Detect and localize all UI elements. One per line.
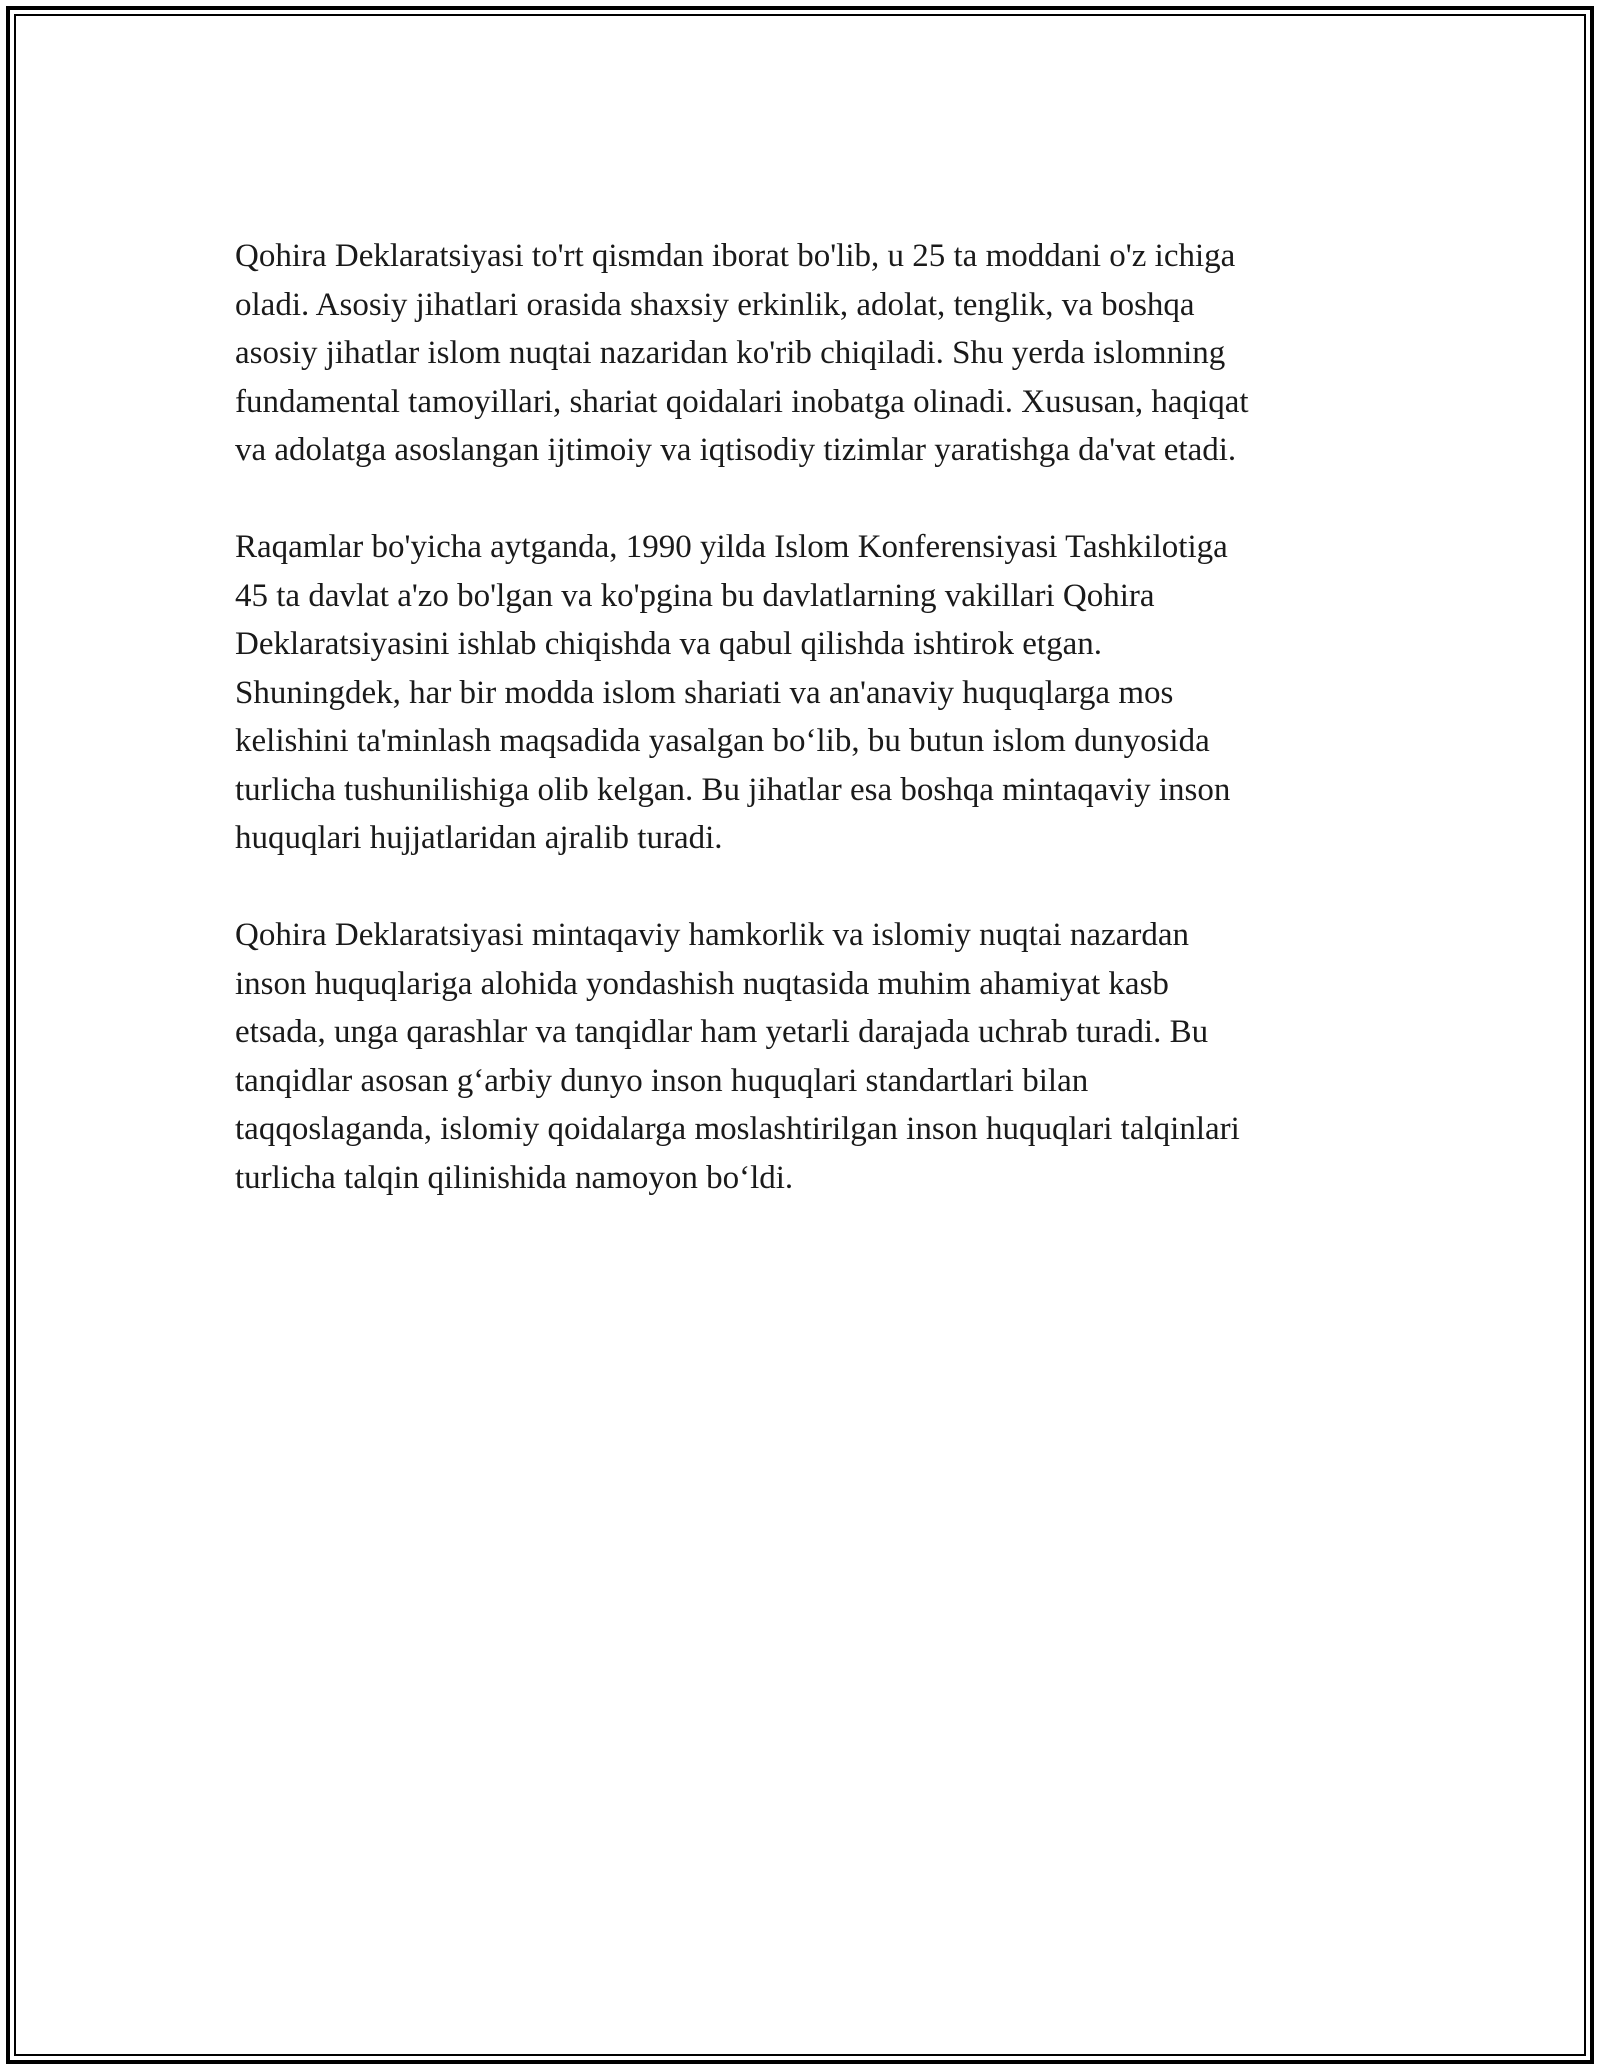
paragraph-2: Raqamlar bo'yicha aytganda, 1990 yilda Islom Konferensiyasi Tashkilotiga 45 ta davlat a'zo bo'lgan va ko'pgina bu davlatlarning vakillari Qohira Deklaratsiyasini ishlab chiqishda va qabul qilishda ishtirok etgan. Shuningdek, har bir modda islom shariati va an'anaviy huquqlarga mos kelishini ta'minlash maqsadida yasalgan bo‘lib, bu butun islom dunyosida turlicha tushunilishiga olib kelgan. Bu jihatlar esa boshqa mintaqaviy inson huquqlari hujjatlaridan ajralib turadi. <box>235 529 1231 856</box>
document-body <box>235 232 1375 1251</box>
paragraph-1: Qohira Deklaratsiyasi to'rt qismdan iborat bo'lib, u 25 ta moddani o'z ichiga oladi. Asosiy jihatlari orasida shaxsiy erkinlik, adolat, tenglik, va boshqa asosiy jihatlar islom nuqtai nazaridan ko'rib chiqiladi. Shu yerda islomning fundamental tamoyillari, shariat qoidalari inobatga olinadi. Xususan, haqiqat va adolatga asoslangan ijtimoiy va iqtisodiy tizimlar yaratishga da'vat etadi. <box>235 238 1249 468</box>
paragraph-3: Qohira Deklaratsiyasi mintaqaviy hamkorlik va islomiy nuqtai nazardan inson huquqlariga alohida yondashish nuqtasida muhim ahamiyat kasb etsada, unga qarashlar va tanqidlar ham yetarli darajada uchrab turadi. Bu tanqidlar asosan g‘arbiy dunyo inson huquqlari standartlari bilan taqqoslaganda, islomiy qoidalarga moslashtirilgan inson huquqlari talqinlari turlicha talqin qilinishida namoyon bo‘ldi. <box>235 917 1240 1196</box>
